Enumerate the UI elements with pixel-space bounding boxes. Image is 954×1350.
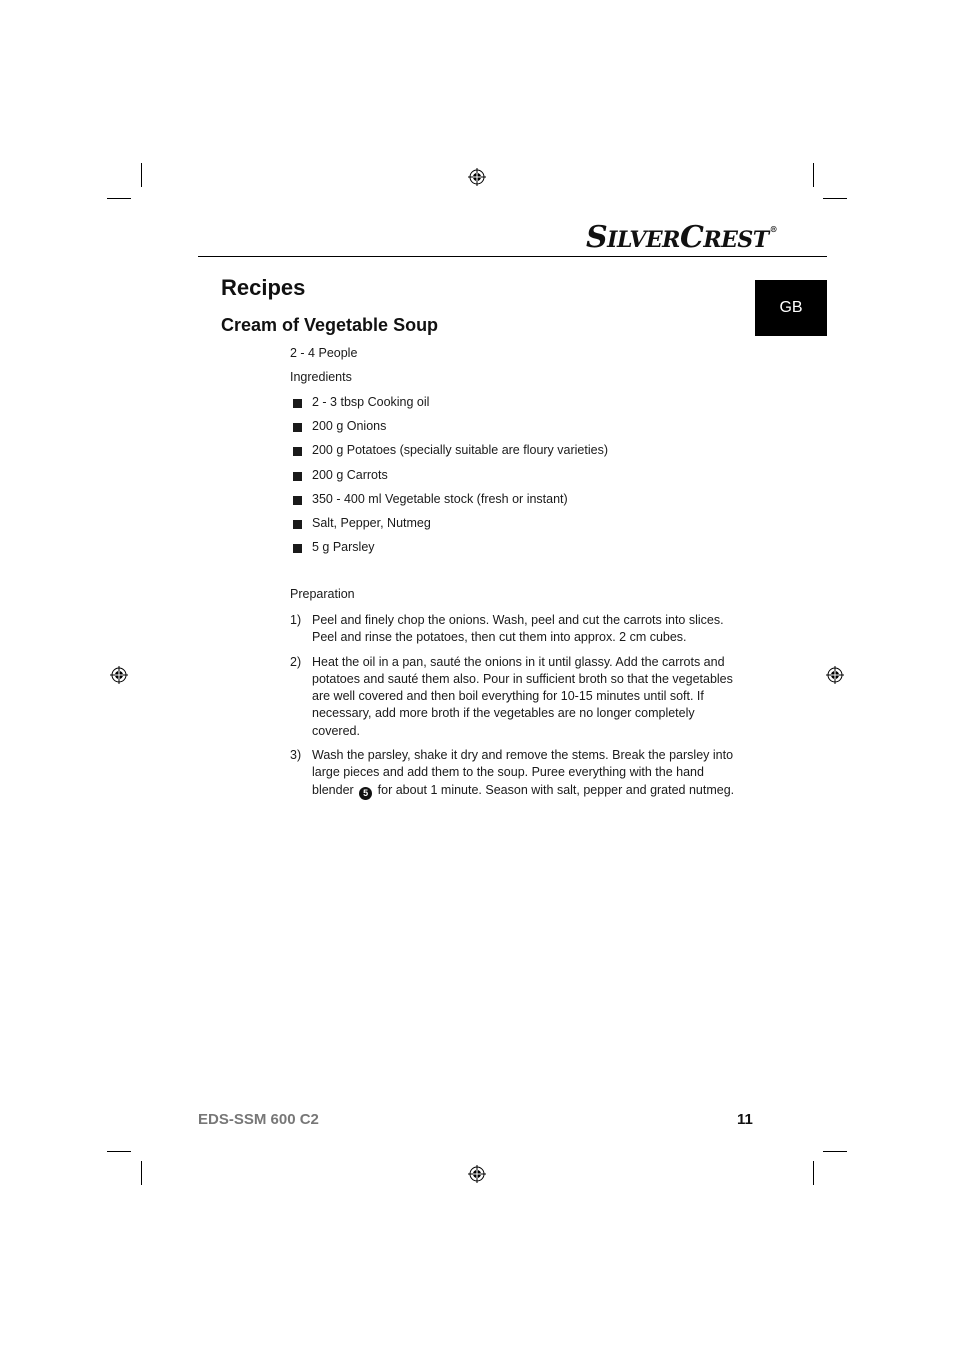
brand-logo: SILVERCREST® [586,220,778,255]
language-tab: GB [755,280,827,336]
step-number: 2) [290,654,302,669]
ingredients-list [293,395,608,564]
list-item: 2 - 3 tbsp Cooking oil [293,395,608,419]
preparation-heading: Preparation [290,587,355,601]
list-item [290,654,740,740]
footer-model: EDS-SSM 600 C2 [198,1111,319,1128]
list-item: 5 g Parsley [293,540,608,564]
list-item: 200 g Carrots [293,468,608,492]
ingredients-heading: Ingredients [290,370,352,384]
header-rule [198,256,827,257]
list-item: Salt, Pepper, Nutmeg [293,516,608,540]
crop-mark [813,163,814,187]
bullet-square-icon [293,544,302,553]
crop-mark [141,163,142,187]
crop-mark [141,1161,142,1185]
bullet-square-icon [293,496,302,505]
part-reference-badge: 5 [359,787,372,800]
crop-mark [107,1151,131,1152]
registration-mark-icon [468,168,486,186]
step-text: Peel and finely chop the onions. Wash, peel and cut the carrots into slices. Peel and rinse the potatoes, then cut them into approx. 2 cm cubes. [312,613,724,645]
step-text: Heat the oil in a pan, sauté the onions in it until glassy. Add the carrots and potatoes and sauté them also. Pour in sufficient broth so that the vegetables are well covered and then boil everything for 10-15 minutes until soft. If necessary, add more broth if the vegetables are no longer completely covered. [312,654,733,738]
crop-mark [813,1161,814,1185]
page-number: 11 [737,1111,753,1128]
section-title: Recipes [221,275,306,300]
bullet-square-icon [293,520,302,529]
crop-mark [823,1151,847,1152]
servings: 2 - 4 People [290,346,358,360]
list-item [290,747,740,800]
registration-mark-icon [468,1165,486,1183]
bullet-square-icon [293,423,302,432]
list-item: 200 g Onions [293,419,608,443]
list-item: 350 - 400 ml Vegetable stock (fresh or instant) [293,492,608,516]
crop-mark [823,198,847,199]
list-item [290,612,740,647]
step-number: 1) [290,613,302,627]
crop-mark [107,198,131,199]
step-text: Wash the parsley, shake it dry and remove the stems. Break the parsley into large pieces and add them to the soup. Puree everything with the hand blender 5 for about 1 minute. Season with salt, pepper and grated nutmeg. [312,748,735,798]
list-item: 200 g Potatoes (specially suitable are floury varieties) [293,443,608,467]
step-number: 3) [290,748,302,763]
recipe-title: Cream of Vegetable Soup [221,315,439,335]
bullet-square-icon [293,399,302,408]
bullet-square-icon [293,447,302,456]
bullet-square-icon [293,472,302,481]
preparation-steps [290,612,740,807]
registration-mark-icon [110,666,128,684]
registration-mark-icon [826,666,844,684]
